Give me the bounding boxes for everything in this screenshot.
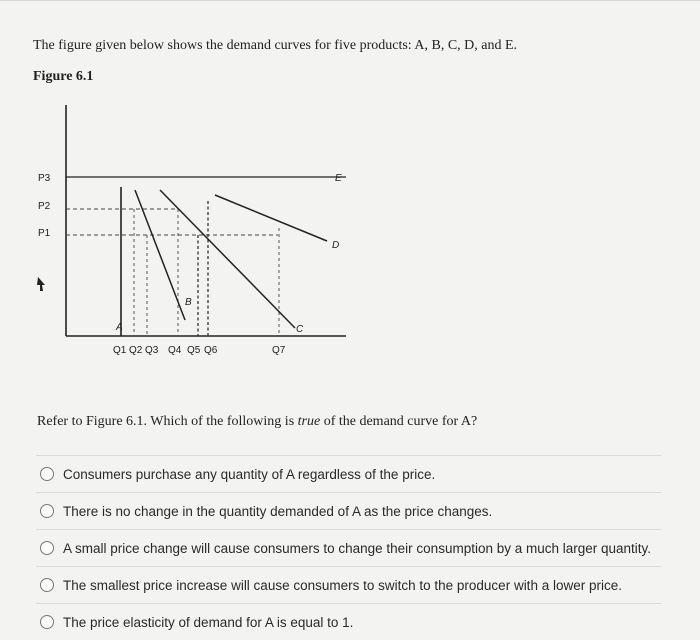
curve-label-a: A <box>116 322 123 333</box>
question-emphasis: true <box>297 414 321 429</box>
curve-label-e: E <box>335 173 342 184</box>
answer-option-label: A small price change will cause consumers to change their consumption by a much larger quantity. <box>63 540 652 556</box>
tick-label-q6: Q6 <box>204 345 218 356</box>
question-text <box>37 414 477 430</box>
curve-label-b: B <box>185 297 192 308</box>
answer-options <box>36 455 662 640</box>
tick-label-q1: Q1 <box>113 345 127 356</box>
tick-label-q7: Q7 <box>272 345 286 356</box>
answer-option-label: The smallest price increase will cause consumers to switch to the producer with a lower price. <box>63 577 622 593</box>
tick-label-q5: Q5 <box>187 345 201 356</box>
answer-option[interactable] <box>36 566 662 603</box>
tick-label-p1: P1 <box>38 228 51 239</box>
tick-label-q2: Q2 <box>129 345 143 356</box>
demand-curves-figure <box>30 95 360 380</box>
tick-label-p2: P2 <box>38 201 51 212</box>
curve-d <box>215 195 327 241</box>
radio-button[interactable] <box>40 578 54 592</box>
radio-button[interactable] <box>40 467 54 481</box>
answer-option[interactable] <box>36 529 662 566</box>
answer-option-label: Consumers purchase any quantity of A regardless of the price. <box>63 466 436 482</box>
answer-option[interactable] <box>36 455 662 492</box>
answer-option[interactable] <box>36 603 662 640</box>
intro-text: The figure given below shows the demand curves for five products: A, B, C, D, and E. <box>33 38 518 53</box>
radio-button[interactable] <box>40 615 54 629</box>
question-prefix: Refer to Figure 6.1. Which of the following is <box>37 414 298 429</box>
answer-option-label: The price elasticity of demand for A is equal to 1. <box>63 614 354 630</box>
tick-label-q3: Q3 <box>145 345 159 356</box>
tick-label-p3: P3 <box>38 173 51 184</box>
radio-button[interactable] <box>40 541 54 555</box>
question-suffix: of the demand curve for A? <box>320 414 478 429</box>
answer-option[interactable] <box>36 492 662 529</box>
figure-label: Figure 6.1 <box>33 69 94 84</box>
top-divider <box>0 0 700 1</box>
radio-button[interactable] <box>40 504 54 518</box>
curve-label-c: C <box>296 324 304 335</box>
curve-b <box>135 190 185 320</box>
curve-label-d: D <box>332 240 340 251</box>
answer-option-label: There is no change in the quantity demanded of A as the price changes. <box>63 503 493 519</box>
tick-label-q4: Q4 <box>168 345 182 356</box>
axis-arrow-icon <box>37 277 45 291</box>
